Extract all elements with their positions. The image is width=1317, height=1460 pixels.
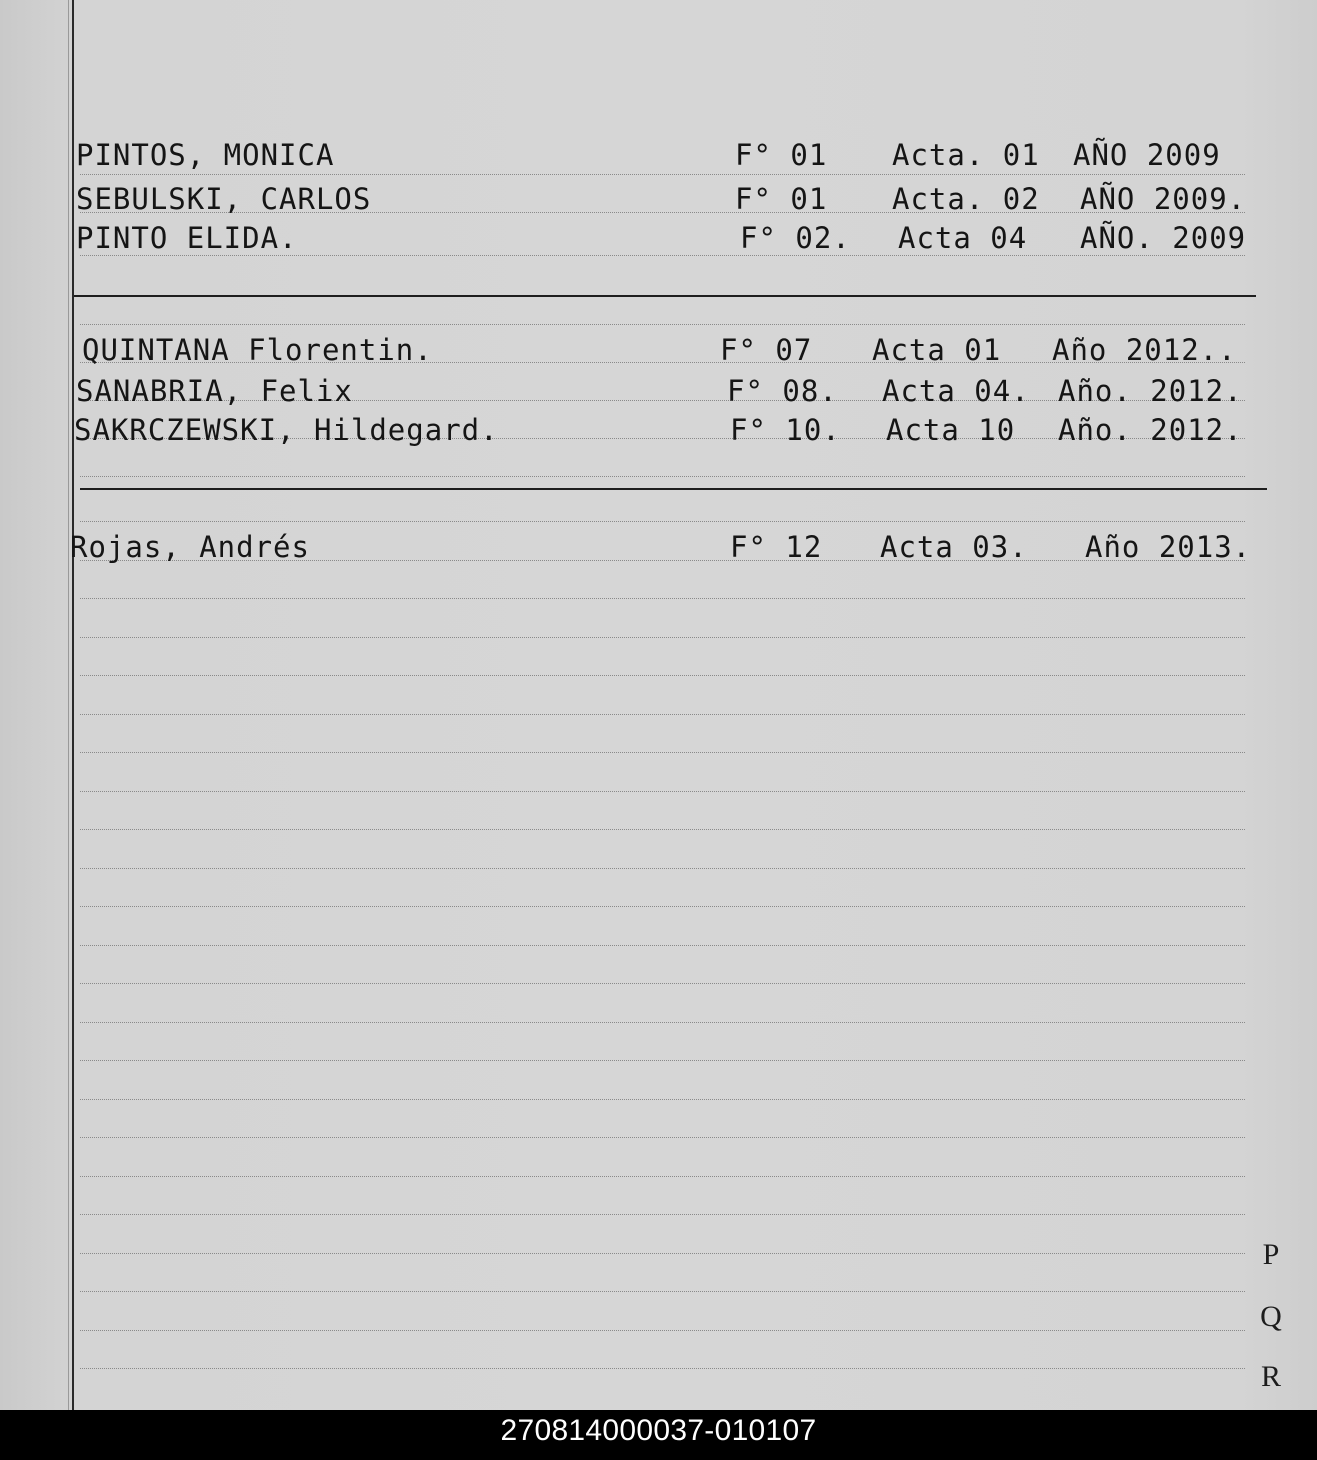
entry-name: PINTOS, MONICA <box>76 138 335 172</box>
entry-acta: Acta 03. <box>880 530 1028 564</box>
entry-year: AÑO 2009. <box>1080 182 1247 216</box>
ledger-entry <box>0 333 1317 367</box>
ruled-line <box>80 174 1245 175</box>
ruled-line <box>80 1099 1245 1100</box>
ruled-line <box>80 906 1245 907</box>
ruled-line <box>80 476 1245 477</box>
entry-folio: F° 02. <box>740 221 851 255</box>
entry-folio: F° 01 <box>735 138 828 172</box>
ruled-line <box>80 1368 1245 1369</box>
ruled-line <box>80 255 1245 256</box>
ruled-line <box>80 324 1245 325</box>
index-letter: Q <box>1260 1300 1282 1333</box>
entry-name: PINTO ELIDA. <box>76 221 298 255</box>
ruled-line <box>80 675 1245 676</box>
ledger-entry <box>0 530 1317 564</box>
ledger-entry <box>0 138 1317 172</box>
index-letter: P <box>1262 1238 1280 1271</box>
entry-name: QUINTANA Florentin. <box>82 333 433 367</box>
ruled-line <box>80 598 1245 599</box>
ruled-line <box>80 521 1245 522</box>
ledger-entry <box>0 413 1317 447</box>
ruled-line <box>80 1214 1245 1215</box>
entry-name: SAKRCZEWSKI, Hildegard. <box>74 413 499 447</box>
entry-folio: F° 10. <box>730 413 841 447</box>
entry-acta: Acta 04. <box>882 374 1030 408</box>
entry-year: Año. 2012. <box>1058 413 1243 447</box>
entry-folio: F° 12 <box>730 530 823 564</box>
entry-acta: Acta. 01 <box>892 138 1040 172</box>
ruled-line <box>80 714 1245 715</box>
entry-folio: F° 01 <box>735 182 828 216</box>
index-letter: R <box>1260 1360 1281 1393</box>
entry-folio: F° 08. <box>727 374 838 408</box>
scan-footer <box>0 1410 1317 1460</box>
ruled-line <box>80 637 1245 638</box>
ledger-entry <box>0 182 1317 216</box>
ruled-line <box>80 868 1245 869</box>
ruled-line <box>80 752 1245 753</box>
entry-year: AÑO 2009 <box>1073 138 1221 172</box>
entry-acta: Acta 01 <box>872 333 1002 367</box>
entry-year: Año 2012.. <box>1052 333 1237 367</box>
document-code: 270814000037-010107 <box>500 1414 817 1447</box>
entry-folio: F° 07 <box>720 333 813 367</box>
entry-acta: Acta 04 <box>898 221 1028 255</box>
ledger-entry <box>0 221 1317 255</box>
ruled-line <box>80 1253 1245 1254</box>
ruled-line <box>80 1330 1245 1331</box>
ruled-line <box>80 1176 1245 1177</box>
entry-name: SANABRIA, Felix <box>76 374 353 408</box>
ruled-line <box>80 1291 1245 1292</box>
entry-acta: Acta 10 <box>886 413 1016 447</box>
ruled-line <box>80 829 1245 830</box>
entry-year: Año 2013. <box>1085 530 1252 564</box>
entry-name: SEBULSKI, CARLOS <box>76 182 372 216</box>
entry-acta: Acta. 02 <box>892 182 1040 216</box>
section-separator <box>74 295 1256 297</box>
ledger-entry <box>0 374 1317 408</box>
ruled-line <box>80 983 1245 984</box>
entry-name: Rojas, Andrés <box>70 530 310 564</box>
ruled-line <box>80 1060 1245 1061</box>
entry-year: Año. 2012. <box>1058 374 1243 408</box>
entry-year: AÑO. 2009 <box>1080 221 1247 255</box>
ruled-line <box>80 1022 1245 1023</box>
ruled-line <box>80 1137 1245 1138</box>
ruled-line <box>80 791 1245 792</box>
ruled-line <box>80 945 1245 946</box>
section-separator <box>80 488 1267 490</box>
